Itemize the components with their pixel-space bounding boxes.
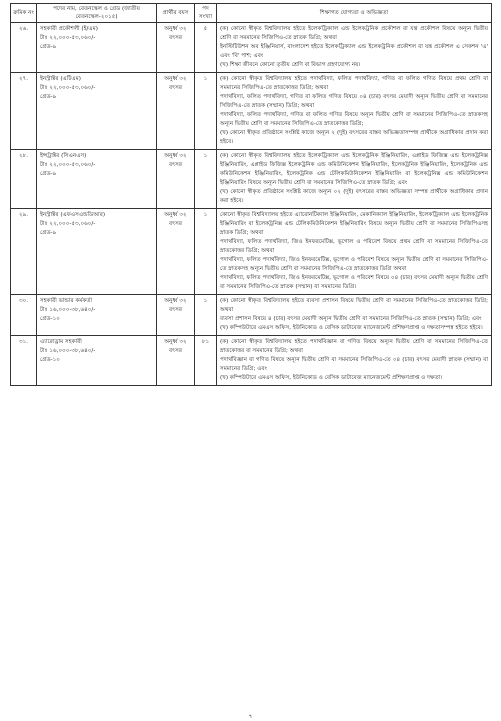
header-requirements: শিক্ষাগত যোগ্যতা ও অভিজ্ঞতা xyxy=(217,4,492,23)
table-row xyxy=(11,209,492,295)
row-requirements xyxy=(217,295,492,336)
requirement-paragraph: পদার্থবিদ্যা, ফলিত পদার্থবিদ্যা, জিও ইনফরমেটিক্স, ভূগোল ও পরিবেশ বিষয়ে প্রথম শ্রেণি বা সমমানের সিজিপিএ-তে স্নাতকোত্তর ডিগ্রি; অথবা xyxy=(220,239,488,254)
header-serial: ক্রমিক নং xyxy=(11,4,37,23)
requirement-paragraph: পদার্থবিদ্যা, ফলিত পদার্থবিদ্যা, গণিত বা ফলিত গণিত বিষয়ে অন্যূন দ্বিতীয় শ্রেণি বা সমমানের সিজিপিএ-তে স্নাতকসহ অন্যূন দ্বিতীয় শ্রেণি বা সমমানের সিজিপিএ-তে স্নাতকোত্তর ডিগ্রি; xyxy=(220,112,488,127)
row-count: ৫ xyxy=(195,23,217,73)
requirement-paragraph: পদার্থবিজ্ঞান বা গণিত বিষয়ে অন্যূন দ্বিতীয় শ্রেণি বা সমমানের সিজিপিএ-তে ০৪ (চার) বৎসর মেয়াদী স্নাতক (সম্মান) বা সমমানের ডিগ্রি; এবং xyxy=(220,357,488,372)
post-line: গ্রেড-১০ xyxy=(40,357,60,363)
row-age: অনুর্ধ্ব ৩২ বৎসর xyxy=(157,23,195,73)
requirement-paragraph: (খ) কোনো স্বীকৃত প্রতিষ্ঠানে সংশ্লিষ্ট কাজে অন্যূন ২ (দুই) বৎসরের বাস্তব অভিজ্ঞতাসম্পন্ন প্রার্থীকে অগ্রাধিকার প্রদান করা হইবে। xyxy=(220,130,488,145)
row-count: ৮১ xyxy=(195,336,217,386)
table-row xyxy=(11,336,492,386)
post-line: গ্রেড-৯ xyxy=(40,44,57,50)
row-count: ১ xyxy=(195,295,217,336)
row-requirements xyxy=(217,23,492,73)
row-requirements xyxy=(217,73,492,150)
requirement-paragraph: (ক) কোনো স্বীকৃত বিশ্ববিদ্যালয় হইতে পদার্থবিজ্ঞান বা গণিত বিষয়ে অন্যূন দ্বিতীয় শ্রেণি বা সমমানের সিজিপিএ-তে স্নাতকোত্তর বা সমমানের ডিগ্রি; অথবা xyxy=(220,339,488,354)
row-post xyxy=(37,209,157,295)
row-serial: ২৬. xyxy=(11,23,37,73)
requirement-paragraph: কোনো স্বীকৃত বিশ্ববিদ্যালয় হইতে এ্যারোনটিক্যাল ইঞ্জিনিয়ারিং, মেকানিক্যাল ইঞ্জিনিয়ারিং, ইলেকট্রিক্যাল এন্ড ইলেকট্রনিক ইঞ্জিনিয়ারিং বা ইলেকট্রনিক্স এন্ড টেলিকমিউনিকেশন ইঞ্জিনিয়ারিং বিষয়ে অন্যূন দ্বিতীয় শ্রেণি বা সমমানের সিজিপিএসহ স্নাতক ডিগ্রি; অথবা xyxy=(220,212,488,236)
row-age: অনুর্ধ্ব ৩২ বৎসর xyxy=(157,336,195,386)
requirement-paragraph: (খ) শিক্ষা জীবনে কোনো তৃতীয় শ্রেণি বা বিভাগ গ্রহণযোগ্য নয়। xyxy=(220,62,361,68)
row-serial: ২৯. xyxy=(11,209,37,295)
row-serial: ৩০. xyxy=(11,295,37,336)
row-serial: ২৮. xyxy=(11,150,37,209)
post-line: গ্রেড-৯ xyxy=(40,230,57,236)
post-line: টাঃ ১৬,০০০-৩৮,৬৪০/- xyxy=(40,348,96,354)
row-post xyxy=(37,150,157,209)
requirement-paragraph: (খ) কোনো স্বীকৃত প্রতিষ্ঠানে সংশ্লিষ্ট কাজে অন্যূন ০২ (দুই) বৎসরের বাস্তব অভিজ্ঞতা সম্পন্ন প্রার্থীকে অগ্রাধিকার প্রদান করা হইবে। xyxy=(220,189,488,204)
requirement-paragraph: ইনস্টিটিউশন অব ইঞ্জিনিয়ার্স, বাংলাদেশ হইতে ইলেকট্রিক্যাল এন্ড ইলেকট্রনিক প্রকৌশল বা যন্ত্র প্রকৌশল এ সেকশন 'এ' এবং 'বি' পাশ; এবং xyxy=(220,44,488,59)
row-count: ১ xyxy=(195,73,217,150)
row-post xyxy=(37,295,157,336)
table-header-row xyxy=(11,4,492,23)
requirement-paragraph: (খ) কম্পিউটারে এমএস অফিস, ইউনিকোড ও বেসিক ডাটাবেজ ম্যানেজমেন্ট প্রশিক্ষণপ্রাপ্ত ও দক্ষতা। xyxy=(220,375,443,381)
header-count: পদ সংখ্যা xyxy=(195,4,217,23)
post-line: সহকারী ভান্ডার কর্মকর্তা xyxy=(40,298,93,304)
page-number: ৭ xyxy=(248,713,253,720)
post-line: টাঃ ২২,০০০-৫৩,০৬০/- xyxy=(40,221,96,227)
table-row xyxy=(11,295,492,336)
row-count: ১ xyxy=(195,150,217,209)
row-post xyxy=(37,73,157,150)
row-requirements xyxy=(217,209,492,295)
post-line: টাঃ ২২,০০০-৫৩,০৬০/- xyxy=(40,85,96,91)
row-post xyxy=(37,23,157,73)
row-requirements xyxy=(217,150,492,209)
requirement-paragraph: পদার্থবিদ্যা, ফলিত পদার্থবিদ্যা, জিও ইনফরমেটিক্স, ভূগোল ও পরিবেশ বিষয়ে অন্যূন দ্বিতীয় শ্রেণি বা সমমানের সিজিপিএ-তে স্নাতকসহ অন্যূন দ্বিতীয় শ্রেণি বা সমমানের সিজিপিএ-তে স্নাতকোত্তর ডিগ্রি অথবা xyxy=(220,257,488,272)
row-age: অনুর্ধ্ব ৩২ বৎসর xyxy=(157,73,195,150)
row-requirements xyxy=(217,336,492,386)
requirement-paragraph: পদার্থবিদ্যা, ফলিত পদার্থবিদ্যা, গণিত বা ফলিত গণিত বিষয়ে ০৪ (চার) বৎসর মেয়াদী অন্যূন দ্বিতীয় শ্রেণি বা সমমানের সিজিপিএ-তে স্নাতক (সম্মান) ডিগ্রি; অথবা xyxy=(220,94,488,109)
post-line: গ্রেড-৯ xyxy=(40,171,57,177)
header-age: প্রার্থীর বয়স xyxy=(157,4,195,23)
post-line: ইনস্ট্রাক্টর (এটিএম) xyxy=(40,76,81,82)
table-row xyxy=(11,73,492,150)
post-line: সহকারী প্রকৌশলী (ই/এম) xyxy=(40,26,98,32)
table-row xyxy=(11,150,492,209)
post-line: গ্রেড-১০ xyxy=(40,316,60,322)
post-line: ইনস্ট্রাক্টর (এফএসএন্ডডিআর) xyxy=(40,212,106,218)
post-line: এ্যারোড্রাম সহকারী xyxy=(40,339,82,345)
post-line: টাঃ ১৬,০০০-৩৮,৬৪০/- xyxy=(40,307,96,313)
row-count: ১ xyxy=(195,209,217,295)
requirement-paragraph: (খ) কম্পিউটারে এমএস অফিস, ইউনিকোড ও বেসিক ডাটাবেজ ম্যানেজমেন্ট প্রশিক্ষণপ্রাপ্ত ও দক্ষতাসম্পন্ন হইতে হইবে। xyxy=(220,325,483,331)
table-row xyxy=(11,23,492,73)
row-serial: ২৭. xyxy=(11,73,37,150)
document-page xyxy=(10,3,492,386)
header-post: পদের নাম, বেতনস্কেল ও গ্রেড (জাতীয় বেতনস্কেল-২০১৫) xyxy=(37,4,157,23)
requirement-paragraph: পদার্থবিদ্যা, ফলিত পদার্থবিদ্যা, জিও ইনফরমেটিক্স, ভূগোল ও পরিবেশ বিষয়ে ০৪ (চার) বৎসর মেয়াদী অন্যূন দ্বিতীয় শ্রেণি বা সমমানের সিজিপিএ-তে স্নাতক (সম্মান) বা সমমানের ডিগ্রি। xyxy=(220,275,488,290)
post-line: গ্রেড-৯ xyxy=(40,94,57,100)
row-age: অনুর্ধ্ব ৩২ বৎসর xyxy=(157,150,195,209)
row-post xyxy=(37,336,157,386)
requirement-paragraph: (ক) কোনো স্বীকৃত বিশ্ববিদ্যালয় হইতে ইলেকট্রিক্যাল এন্ড ইলেকট্রনিক প্রকৌশল বা যন্ত্র প্রকৌশল বিষয়ে অন্যূন দ্বিতীয় শ্রেণি বা সমমানের সিজিপিএ-তে স্নাতক ডিগ্রি; অথবা xyxy=(220,26,488,41)
row-serial: ৩১. xyxy=(11,336,37,386)
post-line: ইন্সট্রাক্টর (সিএনএস) xyxy=(40,153,87,159)
requirement-paragraph: (ক) কোনো স্বীকৃত বিশ্ববিদ্যালয় হইতে ব্যবসা প্রশাসন বিষয়ে দ্বিতীয় শ্রেণি বা সমমানের সিজিপিএ-তে স্নাতকোত্তর ডিগ্রি; অথবা xyxy=(220,298,488,313)
requirement-paragraph: ব্যবসা প্রশাসন বিষয়ে ৪ (চার) বৎসর মেয়াদী অন্যূন দ্বিতীয় শ্রেণি বা সমমানের সিজিপিএ-তে স্নাতক (সম্মান) ডিগ্রি; এবং xyxy=(220,316,482,322)
row-age: অনুর্ধ্ব ৩২ বৎসর xyxy=(157,295,195,336)
recruitment-table xyxy=(10,3,492,386)
row-age: অনুর্ধ্ব ৩২ বৎসর xyxy=(157,209,195,295)
post-line: টাঃ ২২,০০০-৫৩,০৬০/- xyxy=(40,35,96,41)
post-line: টাঃ ২২,০০০-৫৩,০৬০/- xyxy=(40,162,96,168)
requirement-paragraph: (ক) কোনো স্বীকৃত বিশ্ববিদ্যালয় হইতে ইলেকট্রিক্যাল এন্ড ইলেকট্রনিক ইঞ্জিনিয়ারিং, এপ্লাইড ফিজিক্স এন্ড ইলেকট্রনিক্স ইঞ্জিনিয়ারিং, এপ্লাইড ফিজিক্স ইলেকট্রনিক এন্ড কমিউনিকেশন ইঞ্জিনিয়ারিং, ইলেকট্রনিক ইঞ্জিনিয়ারিং, ইলেকট্রনিক এন্ড কমিউনিকেশন ইঞ্জিনিয়ারিং, ইলেকট্রনিক এন্ড টেলিকমিউনিকেশন ইঞ্জিনিয়ারিং বা ইলেকট্রনিক্স এন্ড কমিউনিকেশন ইঞ্জিনিয়ারিং বিষয়ে অন্যূন দ্বিতীয় শ্রেণি বা সমমানের সিজিপিএ-তে স্নাতক ডিগ্রি; এবং xyxy=(220,153,488,186)
requirement-paragraph: (ক) কোনো স্বীকৃত বিশ্ববিদ্যালয় হইতে পদার্থবিদ্যা, ফলিত পদার্থবিদ্যা, গণিত বা ফলিত গণিত বিষয়ে প্রথম শ্রেণি বা সমমানের সিজিপিএ-তে স্নাতকোত্তর ডিগ্রি; অথবা xyxy=(220,76,488,91)
